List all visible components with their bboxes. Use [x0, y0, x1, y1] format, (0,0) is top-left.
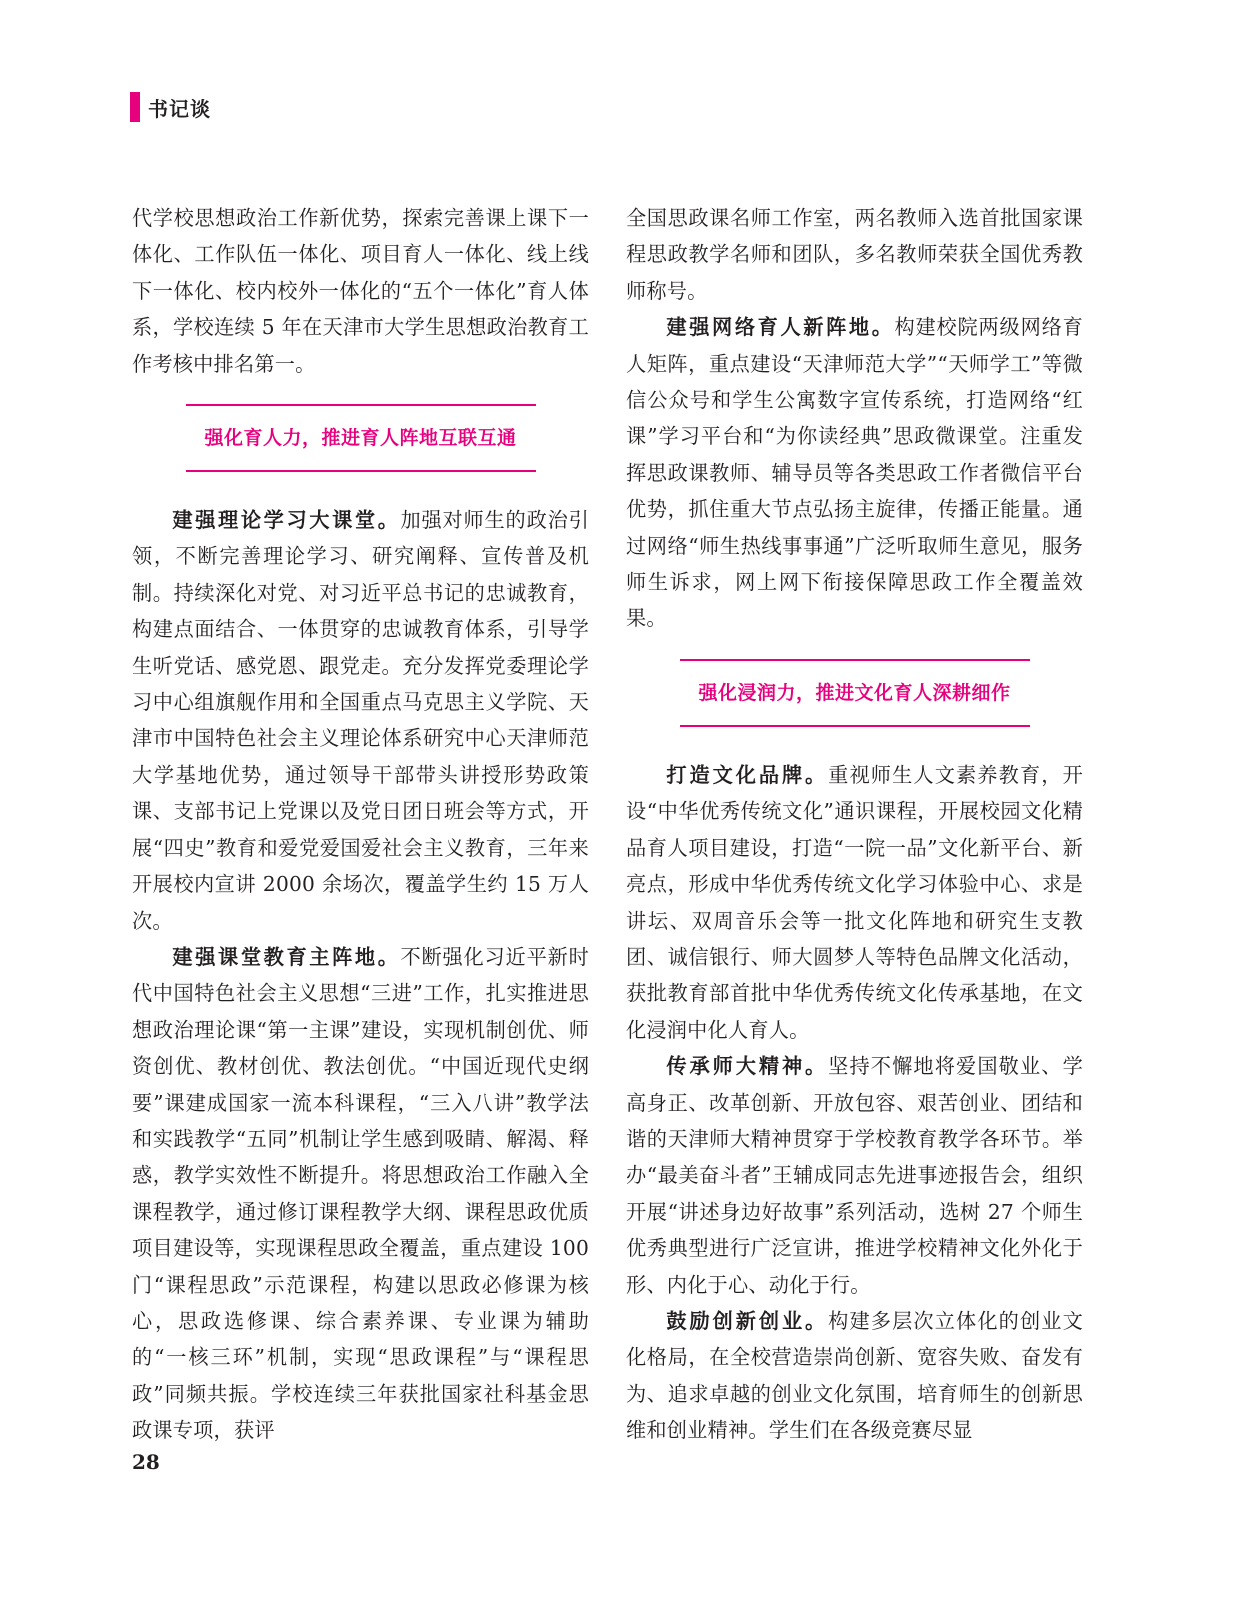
left-column: [132, 200, 589, 1449]
paragraph-body: 加强对师生的政治引领，不断完善理论学习、研究阐释、宣传普及机制。持续深化对党、对习近平总书记的忠诚教育，构建点面结合、一体贯穿的忠诚教育体系，引导学生听党话、感党恩、跟党走。充分发挥党委理论学习中心组旗舰作用和全国重点马克思主义学院、天津市中国特色社会主义理论体系研究中心天津师范大学基地优势，通过领导干部带头讲授形势政策课、支部书记上党课以及党日团日班会等方式，开展“四史”教育和爱党爱国爱社会主义教育，三年来开展校内宣讲 2000 余场次，覆盖学生约 15 万人次。: [132, 508, 589, 933]
header-title: 书记谈: [148, 96, 211, 121]
paragraph-classroom: [132, 939, 589, 1449]
paragraph-culture-brand: [626, 757, 1083, 1048]
section-heading-text: 强化育人力，推进育人阵地互联互通: [204, 427, 517, 450]
heading-rule-bottom: [680, 725, 1030, 727]
continued-paragraph: 全国思政课名师工作室，两名教师入选首批国家课程思政教学名师和团队，多名教师荣获全国优秀教师称号。: [626, 206, 1083, 303]
paragraph-body: 重视师生人文素养教育，开设“中华优秀传统文化”通识课程，开展校园文化精品育人项目建设，打造“一院一品”文化新平台、新亮点，形成中华优秀传统文化学习体验中心、求是讲坛、双周音乐会等一批文化阵地和研究生支教团、诚信银行、师大圆梦人等特色品牌文化活动，获批教育部首批中华优秀传统文化传承基地，在文化浸润中化人育人。: [626, 762, 1083, 1042]
paragraph-lead: 建强理论学习大课堂。: [172, 508, 401, 533]
paragraph-lead: 打造文化品牌。: [666, 762, 829, 787]
section-heading-2: [680, 659, 1030, 727]
paragraph-spirit: [626, 1048, 1083, 1303]
heading-rule-bottom: [186, 470, 536, 472]
paragraph-body: 构建校院两级网络育人矩阵，重点建设“天津师范大学”“天师学工”等微信公众号和学生公寓数字宣传系统，打造网络“红课”学习平台和“为你读经典”思政微课堂。注重发挥思政课教师、辅导员等各类思政工作者微信平台优势，抓住重大节点弘扬主旋律，传播正能量。通过网络“师生热线事事通”广泛听取师生意见，服务师生诉求，网上网下衔接保障思政工作全覆盖效果。: [626, 315, 1083, 631]
section-heading-text: 强化浸润力，推进文化育人深耕细作: [698, 681, 1011, 704]
section-heading-1: [186, 404, 536, 472]
paragraph-lead: 建强课堂教育主阵地。: [172, 944, 401, 969]
page-number: 28: [132, 1450, 160, 1474]
paragraph-body: 构建多层次立体化的创业文化格局，在全校营造崇尚创新、宽容失败、奋发有为、追求卓越的创业文化氛围，培育师生的创新思维和创业精神。学生们在各级竞赛尽显: [626, 1308, 1083, 1443]
paragraph-theory-study: [132, 502, 589, 939]
section-header: [130, 92, 211, 122]
paragraph-body: 不断强化习近平新时代中国特色社会主义思想“三进”工作，扎实推进思想政治理论课“第一主课”建设，实现机制创优、师资创优、教材创优、教法创优。“中国近现代史纲要”课建成国家一流本科课程，“三入八讲”教学法和实践教学“五同”机制让学生感到吸睛、解渴、释惑，教学实效性不断提升。将思想政治工作融入全课程教学，通过修订课程教学大纲、课程思政优质项目建设等，实现课程思政全覆盖，重点建设 100 门“课程思政”示范课程，构建以思政必修课为核心，思政选修课、综合素养课、专业课为辅助的“一核三环”机制，实现“思政课程”与“课程思政”同频共振。学校连续三年获批国家社科基金思政课专项，获评: [132, 944, 589, 1443]
right-column: [626, 200, 1083, 1449]
paragraph-lead: 鼓励创新创业。: [666, 1308, 829, 1333]
paragraph-body: 坚持不懈地将爱国敬业、学高身正、改革创新、开放包容、艰苦创业、团结和谐的天津师大精神贯穿于学校教育教学各环节。举办“最美奋斗者”王辅成同志先进事迹报告会，组织开展“讲述身边好故事”系列活动，选树 27 个师生优秀典型进行广泛宣讲，推进学校精神文化外化于形、内化于心、动化于行。: [626, 1054, 1083, 1297]
paragraph-lead: 建强网络育人新阵地。: [666, 315, 895, 340]
paragraph-lead: 传承师大精神。: [666, 1054, 829, 1079]
paragraph-network: [626, 309, 1083, 637]
paragraph-innovation: [626, 1303, 1083, 1449]
header-accent-bar: [130, 92, 140, 122]
continued-paragraph: 代学校思想政治工作新优势，探索完善课上课下一体化、工作队伍一体化、项目育人一体化、线上线下一体化、校内校外一体化的“五个一体化”育人体系，学校连续 5 年在天津市大学生思想政治教育工作考核中排名第一。: [132, 206, 589, 376]
